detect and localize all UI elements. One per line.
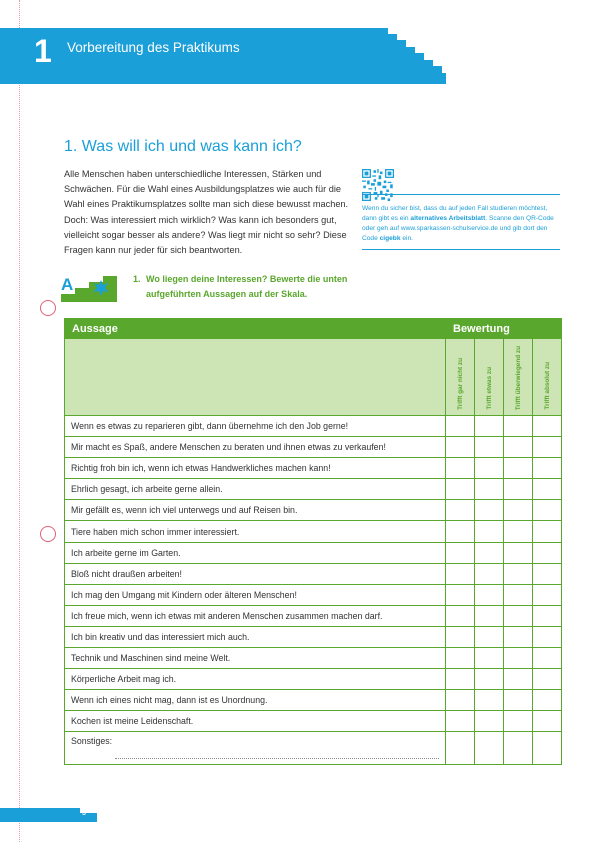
rating-cell[interactable] xyxy=(533,626,562,647)
rating-cell[interactable] xyxy=(475,479,504,500)
rating-cell[interactable] xyxy=(504,690,533,711)
rating-cell[interactable] xyxy=(475,584,504,605)
rating-cell[interactable] xyxy=(475,542,504,563)
interest-rating-table xyxy=(64,318,562,765)
other-write-line xyxy=(115,758,439,759)
scale-label-not-at-all: Trifft gar nicht zu xyxy=(456,358,464,410)
table-row xyxy=(65,458,562,479)
column-header-rating: Bewertung xyxy=(446,319,562,339)
rating-cell[interactable] xyxy=(475,690,504,711)
info-divider-top xyxy=(362,194,560,195)
rating-cell[interactable] xyxy=(533,605,562,626)
statement-text: Kochen ist meine Leidenschaft. xyxy=(65,711,446,732)
rating-cell[interactable] xyxy=(533,437,562,458)
rating-cell[interactable] xyxy=(504,542,533,563)
other-label: Sonstiges: xyxy=(71,736,113,747)
table-row xyxy=(65,416,562,437)
table-row xyxy=(65,500,562,521)
table-row xyxy=(65,521,562,542)
statement-text: Richtig froh bin ich, wenn ich etwas Handwerkliches machen kann! xyxy=(65,458,446,479)
table-row xyxy=(65,584,562,605)
statement-text: Wenn es etwas zu reparieren gibt, dann übernehme ich den Job gerne! xyxy=(65,416,446,437)
chapter-header xyxy=(0,0,596,84)
rating-cell[interactable] xyxy=(475,732,504,765)
rating-cell[interactable] xyxy=(446,584,475,605)
rating-cell[interactable] xyxy=(446,542,475,563)
table-row xyxy=(65,648,562,669)
rating-cell[interactable] xyxy=(533,584,562,605)
rating-cell[interactable] xyxy=(504,521,533,542)
rating-cell[interactable] xyxy=(504,437,533,458)
rating-cell[interactable] xyxy=(475,711,504,732)
scale-label-somewhat: Trifft etwas zu xyxy=(485,367,493,410)
rating-cell[interactable] xyxy=(504,626,533,647)
statement-text: Mir macht es Spaß, andere Menschen zu beraten und ihnen etwas zu verkaufen! xyxy=(65,437,446,458)
rating-cell[interactable] xyxy=(446,479,475,500)
rating-cell[interactable] xyxy=(446,648,475,669)
rating-cell[interactable] xyxy=(533,711,562,732)
table-row xyxy=(65,711,562,732)
statement-text: Bloß nicht draußen arbeiten! xyxy=(65,563,446,584)
rating-cell[interactable] xyxy=(446,732,475,765)
rating-cell[interactable] xyxy=(533,669,562,690)
rating-cell[interactable] xyxy=(475,500,504,521)
task-a-icon xyxy=(61,272,121,302)
page-number: 5 xyxy=(82,810,86,817)
statement-text: Ich freue mich, wenn ich etwas mit anderen Menschen zusammen machen darf. xyxy=(65,605,446,626)
rating-cell[interactable] xyxy=(533,648,562,669)
rating-cell[interactable] xyxy=(446,500,475,521)
qr-code-icon xyxy=(362,169,394,201)
rating-cell[interactable] xyxy=(504,711,533,732)
info-divider-bottom xyxy=(362,249,560,250)
rating-cell[interactable] xyxy=(504,605,533,626)
other-cell[interactable] xyxy=(65,732,446,765)
table-row xyxy=(65,542,562,563)
section-title: 1. Was will ich und was kann ich? xyxy=(64,138,302,155)
table-row xyxy=(65,563,562,584)
rating-cell[interactable] xyxy=(533,416,562,437)
statement-text: Ich mag den Umgang mit Kindern oder älteren Menschen! xyxy=(65,584,446,605)
rating-cell[interactable] xyxy=(475,458,504,479)
punch-guide-line xyxy=(19,0,20,842)
task-label-text: A xyxy=(61,275,74,294)
table-row xyxy=(65,437,562,458)
alternative-sheet-info: Wenn du sicher bist, dass du auf jeden Fall studieren möchtest, dann gibt es ein alternatives Arbeitsblatt. Scanne den QR-Code oder geh auf www.sparkassen-schulservice.de und gib dort den Code cigebk ein. xyxy=(362,205,554,242)
rating-cell[interactable] xyxy=(475,669,504,690)
punch-hole-mark xyxy=(40,526,56,542)
rating-cell[interactable] xyxy=(504,669,533,690)
statement-text: Technik und Maschinen sind meine Welt. xyxy=(65,648,446,669)
chapter-title: Vorbereitung des Praktikums xyxy=(67,40,240,55)
statement-text: Mir gefällt es, wenn ich viel unterwegs und auf Reisen bin. xyxy=(65,500,446,521)
table-row-other xyxy=(65,732,562,765)
statement-text: Tiere haben mich schon immer interessiert. xyxy=(65,521,446,542)
rating-cell[interactable] xyxy=(504,648,533,669)
rating-cell[interactable] xyxy=(533,458,562,479)
rating-cell[interactable] xyxy=(475,626,504,647)
table-row xyxy=(65,669,562,690)
rating-cell[interactable] xyxy=(504,416,533,437)
rating-cell[interactable] xyxy=(475,563,504,584)
rating-cell[interactable] xyxy=(533,500,562,521)
scale-label-mostly: Trifft überwiegend zu xyxy=(514,345,522,410)
rating-cell[interactable] xyxy=(475,416,504,437)
rating-cell[interactable] xyxy=(446,563,475,584)
rating-cell[interactable] xyxy=(504,732,533,765)
rating-cell[interactable] xyxy=(446,669,475,690)
rating-cell[interactable] xyxy=(446,690,475,711)
rating-cell[interactable] xyxy=(533,542,562,563)
rating-cell[interactable] xyxy=(446,437,475,458)
statement-text: Ehrlich gesagt, ich arbeite gerne allein. xyxy=(65,479,446,500)
scale-label-absolutely: Trifft absolut zu xyxy=(543,362,551,410)
rating-cell[interactable] xyxy=(533,690,562,711)
intro-paragraph: Alle Menschen haben unterschiedliche Interessen, Stärken und Schwächen. Für die Wahl eines Ausbildungsplatzes wie auch für die Wahl eines Praktikumsplatzes sollte man sich diese bewusst machen. Doch: Was interessiert mich wirklich? Was kann ich besonders gut, vielleicht sogar besser als andere? Was liegt mir nicht so sehr? Diese Fragen kann nur jeder für sich beantworten. xyxy=(64,169,349,256)
chapter-number: 1 xyxy=(34,33,52,69)
rating-cell[interactable] xyxy=(533,732,562,765)
scale-header-row xyxy=(65,339,562,416)
rating-cell[interactable] xyxy=(504,479,533,500)
rating-cell[interactable] xyxy=(446,626,475,647)
statement-text: Ich arbeite gerne im Garten. xyxy=(65,542,446,563)
rating-cell[interactable] xyxy=(475,437,504,458)
rating-cell[interactable] xyxy=(475,605,504,626)
statement-text: Ich bin kreativ und das interessiert mich auch. xyxy=(65,626,446,647)
rating-cell[interactable] xyxy=(504,500,533,521)
rating-cell[interactable] xyxy=(504,458,533,479)
column-header-statement: Aussage xyxy=(65,319,446,339)
punch-hole-mark xyxy=(40,300,56,316)
table-row xyxy=(65,690,562,711)
access-code: cigebk xyxy=(379,235,401,242)
rating-cell[interactable] xyxy=(446,521,475,542)
rating-cell[interactable] xyxy=(504,563,533,584)
statement-text: Wenn ich eines nicht mag, dann ist es Unordnung. xyxy=(65,690,446,711)
task-instruction: 1. Wo liegen deine Interessen? Bewerte die unten aufgeführten Aussagen auf der Skala. xyxy=(133,274,348,299)
rating-cell[interactable] xyxy=(533,563,562,584)
table-row xyxy=(65,479,562,500)
table-row xyxy=(65,626,562,647)
rating-cell[interactable] xyxy=(504,584,533,605)
rating-cell[interactable] xyxy=(446,605,475,626)
rating-cell[interactable] xyxy=(446,416,475,437)
rating-cell[interactable] xyxy=(446,711,475,732)
task-number: 1. xyxy=(133,274,141,284)
rating-cell[interactable] xyxy=(475,521,504,542)
rating-cell[interactable] xyxy=(446,458,475,479)
rating-cell[interactable] xyxy=(533,479,562,500)
alternative-sheet-label: alternatives Arbeitsblatt xyxy=(410,215,486,222)
rating-cell[interactable] xyxy=(475,648,504,669)
table-row xyxy=(65,605,562,626)
rating-cell[interactable] xyxy=(533,521,562,542)
statement-text: Körperliche Arbeit mag ich. xyxy=(65,669,446,690)
